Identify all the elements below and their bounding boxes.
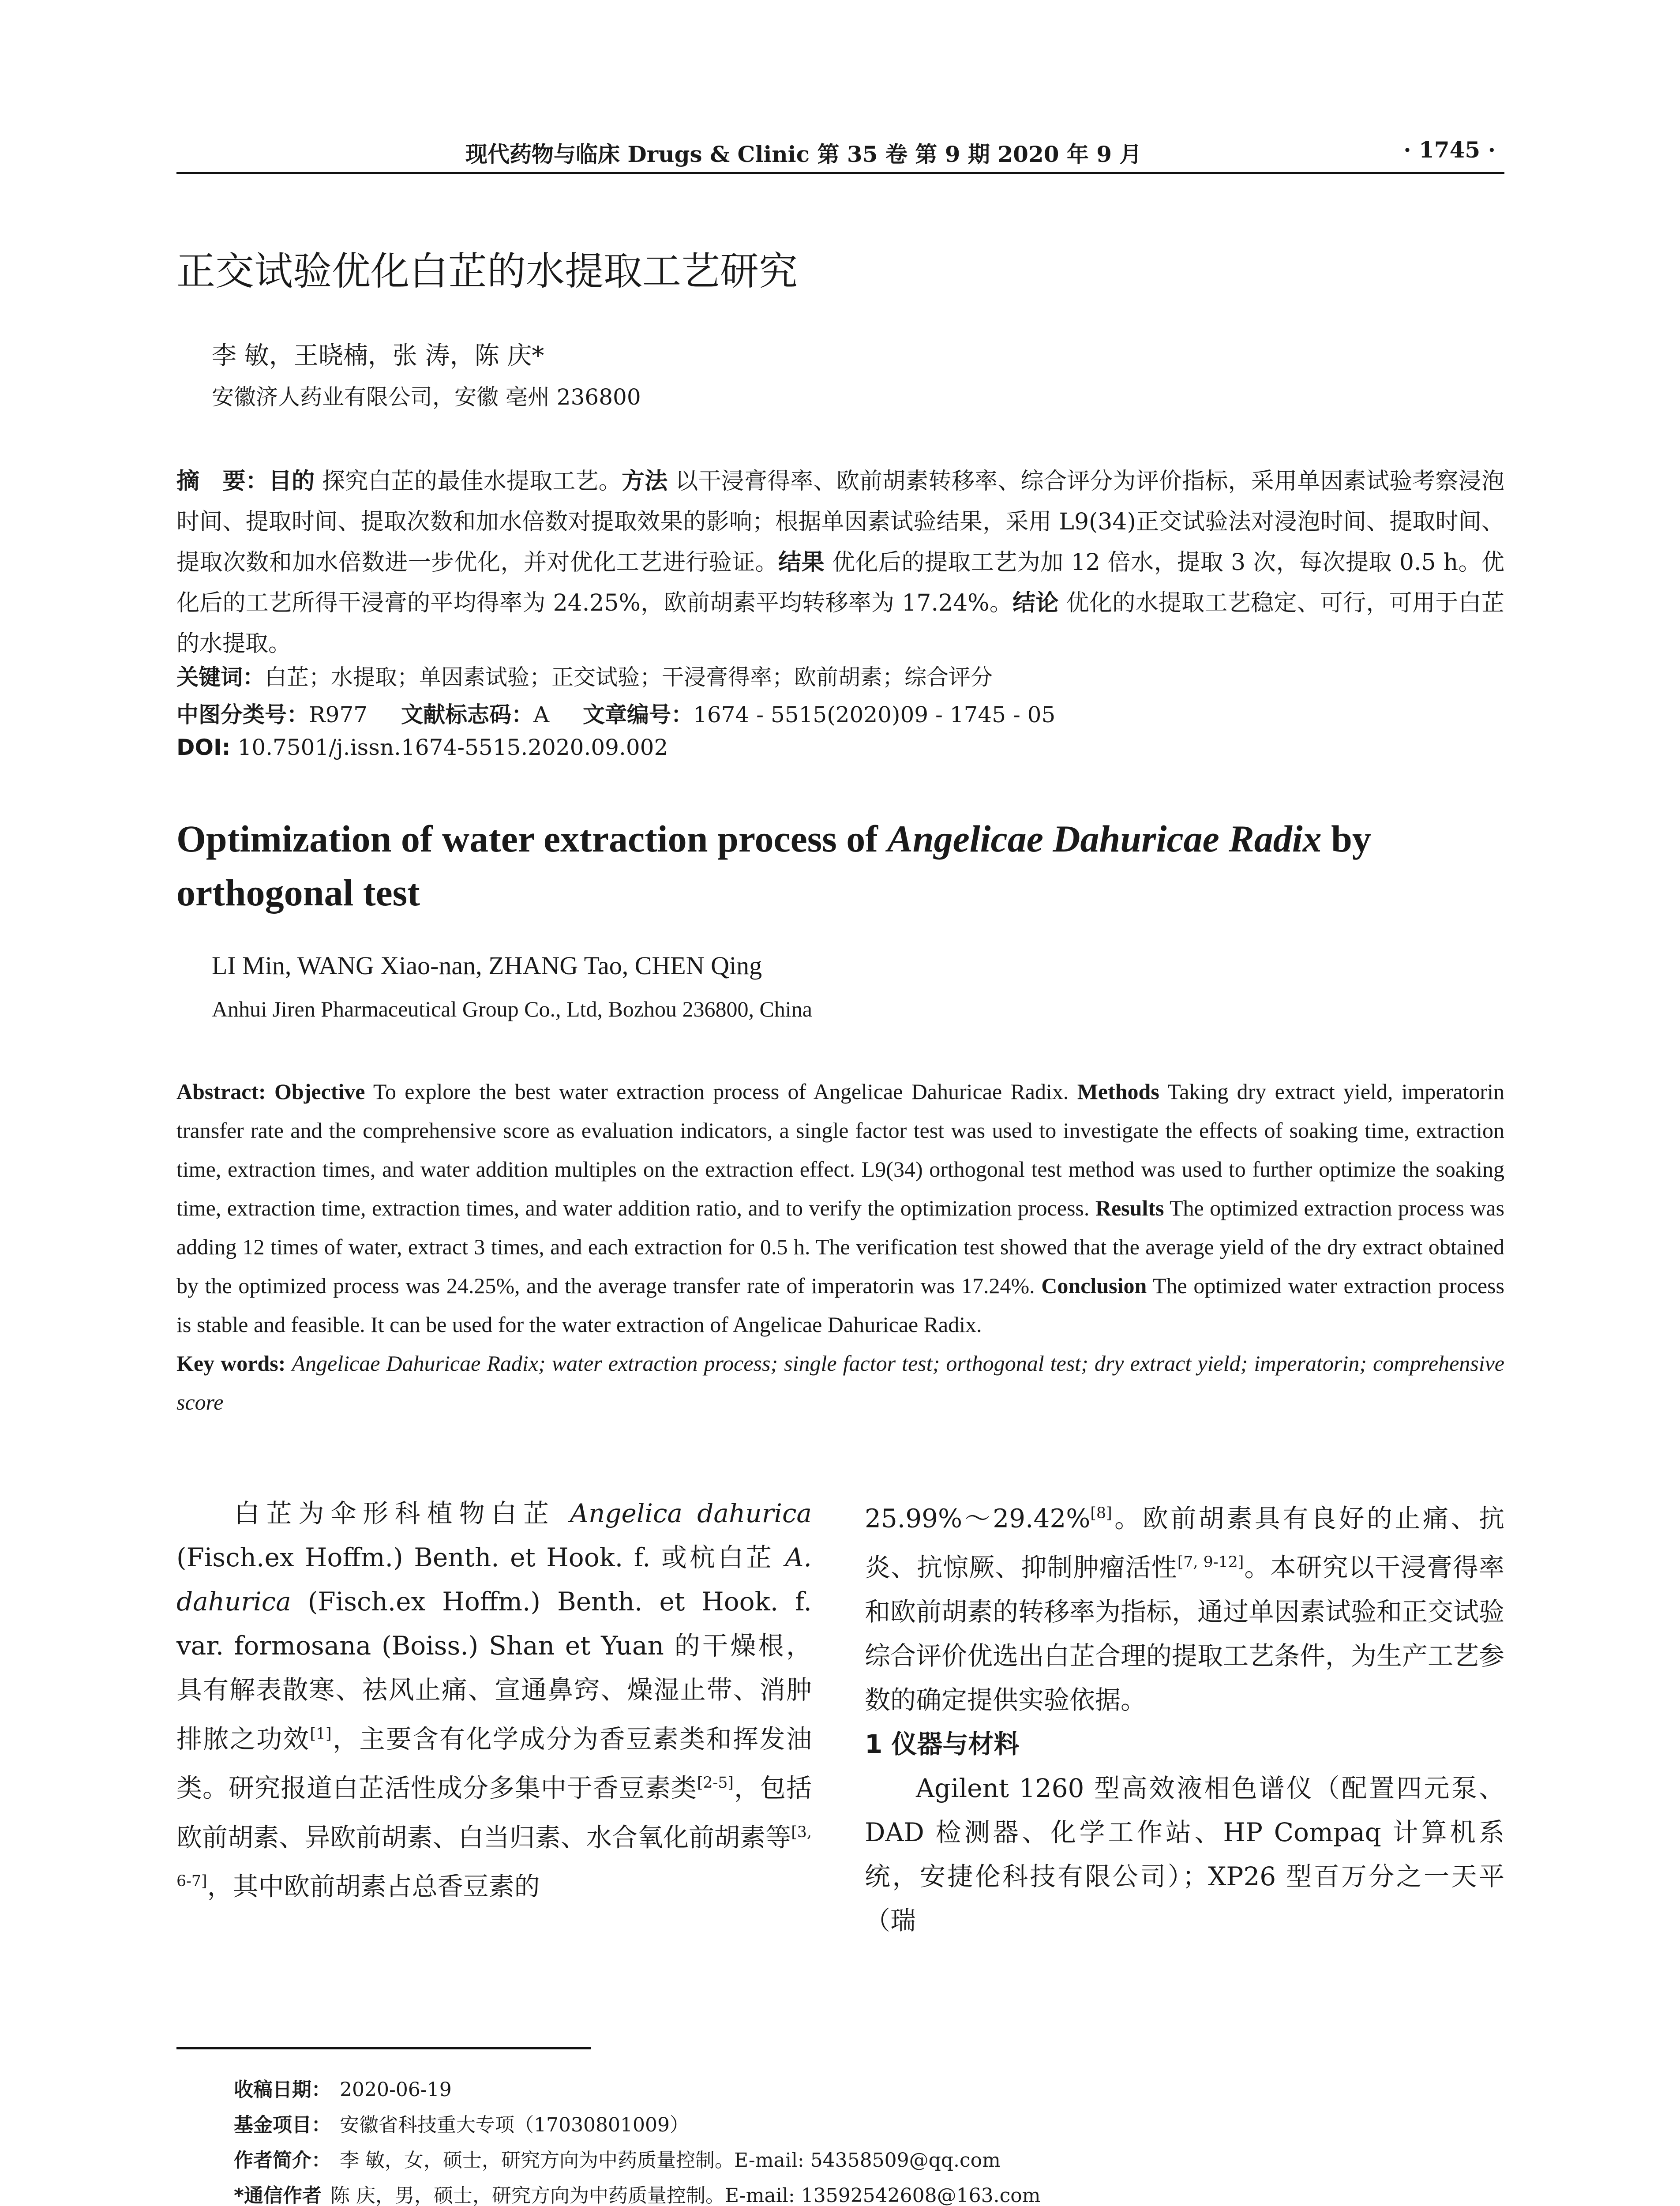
title-en-part1: Optimization of water extraction process of <box>176 818 888 860</box>
author-bio-label: 作者简介： <box>234 2149 331 2172</box>
affiliation-en: Anhui Jiren Pharmaceutical Group Co., Ltd, Bozhou 236800, China <box>212 997 812 1021</box>
clc-label: 中图分类号： <box>176 702 309 728</box>
methods-text: 以干浸膏得率、欧前胡素转移率、综合评分为评价指标，采用单因素试验考察浸泡时间、提取时间、提取次数和加水倍数对提取效果的影响；根据单因素试验结果，采用 L9(34)正交试验法对浸泡时间、提取时间、提取次数和加水倍数进一步优化，并对优化工艺进行验证。 <box>176 468 1504 576</box>
body-text: 25.99%～29.42% <box>865 1503 1091 1534</box>
article-title-en <box>176 812 1504 919</box>
citation[interactable]: [8] <box>1090 1504 1112 1522</box>
fund-label: 基金项目： <box>234 2114 331 2136</box>
footnote-divider <box>176 2047 591 2049</box>
corresponding-text: 陈 庆，男，硕士，研究方向为中药质量控制。E-mail: 13592542608@163.com <box>330 2184 1041 2206</box>
keywords-en-label: Key words: <box>176 1351 286 1376</box>
methods-en-text: Taking dry extract yield, imperatorin transfer rate and the comprehensive score as evaluation indicators, a single factor test was used to investigate the effects of soaking time, extraction time, extraction times, and water addition multiples on the extraction effect. L9(34) orthogonal test method was used to further optimize the soaking time, extraction time, extraction times, and water addition ratio, and to verify the optimization process. <box>176 1079 1504 1220</box>
body-text: 白芷为伞形科植物白芷 <box>228 1498 570 1528</box>
body-text: ，其中欧前胡素占总香豆素的 <box>207 1871 540 1902</box>
results-text: 优化后的提取工艺为加 12 倍水，提取 3 次，每次提取 0.5 h。优化后的工艺所得干浸膏的平均得率为 24.25%，欧前胡素平均转移率为 17.24%。 <box>176 549 1504 616</box>
abstract-en <box>176 1072 1504 1422</box>
citation[interactable]: [3, 6-7] <box>176 1823 812 1890</box>
body-text: 。欧前胡素具有良好的止痛、抗炎、抗惊厥、抑制肿瘤活性 <box>865 1503 1504 1583</box>
classification-cn <box>176 697 1504 729</box>
doi-link[interactable]: 10.7501/j.issn.1674-5515.2020.09.002 <box>237 735 668 760</box>
keywords-cn <box>176 660 1504 691</box>
doi <box>176 735 1504 760</box>
species-name: A. dahurica <box>176 1542 812 1617</box>
body-text: Agilent 1260 型高效液相色谱仪（配置四元泵、DAD 检测器、化学工作站、HP Compaq 计算机系统，安捷伦科技有限公司）；XP26 型百万分之一天平（瑞 <box>865 1773 1504 1936</box>
results-en-text: The optimized extraction process was adding 12 times of water, extract 3 times, and each extraction for 0.5 h. The verification test showed that the average yield of the dry extract obtained by the optimized process was 24.25%, and the average transfer rate of imperatorin was 17.24%. <box>176 1196 1504 1298</box>
citation[interactable]: [2-5] <box>697 1774 734 1792</box>
objective-en-text: To explore the best water extraction process of Angelicae Dahuricae Radix. <box>373 1079 1069 1104</box>
citation[interactable]: [1] <box>310 1725 332 1743</box>
conclusion-label: 结论 <box>1012 590 1059 616</box>
footnote-corresponding <box>234 2180 1040 2206</box>
author-bio-text: 李 敏，女，硕士，研究方向为中药质量控制。E-mail: 54358509@qq.com <box>340 2149 1001 2172</box>
doc-code-label: 文献标志码： <box>401 702 533 728</box>
objective-en-label: Objective <box>274 1079 365 1104</box>
keywords-en-text: Angelicae Dahuricae Radix; water extraction process; single factor test; orthogonal test; dry extract yield; imperatorin; comprehensive score <box>176 1351 1505 1414</box>
objective-label: 目的 <box>268 468 315 495</box>
received-date: 2020-06-19 <box>340 2078 452 2101</box>
body-column-right <box>865 1491 1504 1943</box>
species-name: Angelica dahurica <box>570 1498 812 1528</box>
doi-label: DOI: <box>176 735 231 760</box>
footnote-author <box>234 2144 1001 2172</box>
page-number: · 1745 · <box>1403 137 1496 163</box>
body-text: ，主要含有化学成分为香豆素类和挥发油类。研究报道白芷活性成分多集中于香豆素类 <box>176 1724 812 1803</box>
footnote-fund <box>234 2109 689 2137</box>
doc-code-value: A <box>533 702 550 728</box>
abstract-en-label: Abstract: <box>176 1079 266 1104</box>
corresponding-label: *通信作者 <box>234 2184 322 2206</box>
keywords-label: 关键词： <box>176 664 265 690</box>
conclusion-en-text: The optimized water extraction process is stable and feasible. It can be used for the water extraction of Angelicae Dahuricae Radix. <box>176 1273 1505 1337</box>
authors-cn: 李 敏，王晓楠，张 涛，陈 庆* <box>212 341 544 370</box>
body-column-left <box>176 1491 812 1908</box>
article-title-cn: 正交试验优化白芷的水提取工艺研究 <box>176 248 798 294</box>
citation[interactable]: [7, 9-12] <box>1177 1553 1244 1572</box>
results-en-label: Results <box>1095 1196 1164 1220</box>
results-label: 结果 <box>778 549 825 576</box>
conclusion-en-label: Conclusion <box>1041 1273 1147 1298</box>
clc-value: R977 <box>309 702 368 728</box>
objective-text: 探究白芷的最佳水提取工艺。 <box>322 468 622 495</box>
authors-en: LI Min, WANG Xiao-nan, ZHANG Tao, CHEN Qing <box>212 951 762 980</box>
received-label: 收稿日期： <box>234 2078 331 2101</box>
title-en-part2: by orthogonal test <box>176 818 1371 914</box>
section-heading: 1 仪器与材料 <box>865 1729 1020 1759</box>
body-text: (Fisch.ex Hoffm.) Benth. et Hook. f. 或杭白芷 <box>176 1542 785 1572</box>
body-text: (Fisch.ex Hoffm.) Benth. et Hook. f. var. formosana (Boiss.) Shan et Yuan 的干燥根，具有解表散寒、祛风止痛、宣通鼻窍、燥湿止带、消肿排脓之功效 <box>176 1587 812 1754</box>
abstract-label: 摘 要： <box>176 468 269 495</box>
journal-info: 现代药物与临床 Drugs & Clinic 第 35 卷 第 9 期 2020 年 9 月 <box>465 141 1142 167</box>
title-en-species: Angelicae Dahuricae Radix <box>887 818 1322 860</box>
methods-label: 方法 <box>622 468 668 495</box>
body-text: 。本研究以干浸膏得率和欧前胡素的转移率为指标，通过单因素试验和正交试验综合评价优选出白芷合理的提取工艺条件，为生产工艺参数的确定提供实验依据。 <box>865 1552 1505 1715</box>
article-number-label: 文章编号： <box>583 702 694 728</box>
affiliation-cn: 安徽济人药业有限公司，安徽 亳州 236800 <box>212 384 641 410</box>
conclusion-text: 优化的水提取工艺稳定、可行，可用于白芷的水提取。 <box>176 590 1504 657</box>
footnote-received <box>234 2074 452 2102</box>
fund-text: 安徽省科技重大专项（17030801009） <box>340 2114 689 2136</box>
running-header <box>176 132 1504 174</box>
keywords-text: 白芷；水提取；单因素试验；正交试验；干浸膏得率；欧前胡素；综合评分 <box>265 664 993 690</box>
methods-en-label: Methods <box>1077 1079 1159 1104</box>
article-number-value: 1674 - 5515(2020)09 - 1745 - 05 <box>693 702 1056 728</box>
body-text: ，包括欧前胡素、异欧前胡素、白当归素、水合氧化前胡素等 <box>176 1773 812 1852</box>
abstract-cn <box>176 461 1504 664</box>
